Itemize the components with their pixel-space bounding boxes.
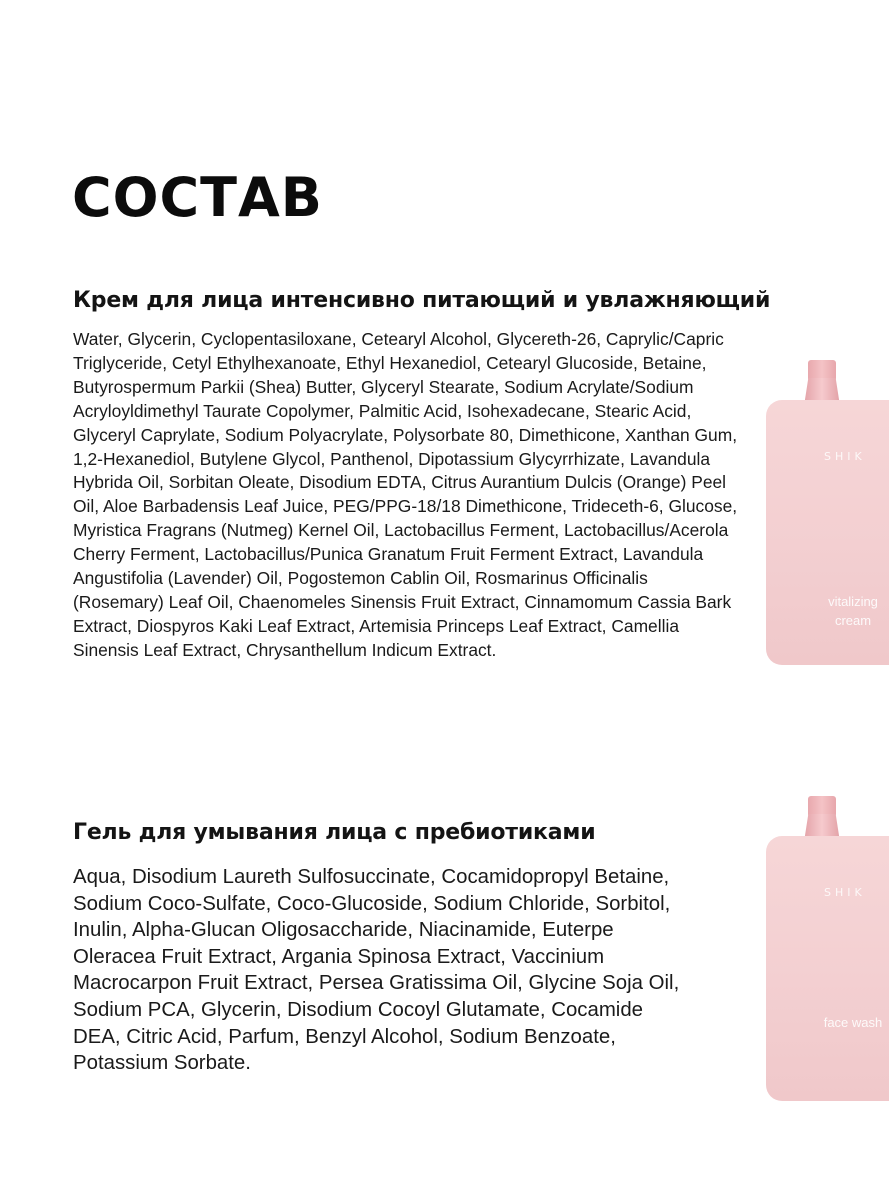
product-brand-logo: SHIK [824,450,866,463]
product-label: vitalizing cream [828,594,878,628]
pouch-spout-cap [808,360,836,380]
ingredients-list-gel: Aqua, Disodium Laureth Sulfosuccinate, Cocamidopropyl Betaine, Sodium Coco-Sulfate, Coco-Glucoside, Sodium Chloride, Sorbitol, Inulin, Alpha-Glucan Oligosaccharide, Niacinamide, Euterpe Oleracea Fruit Extract, Argania Spinosa Extract, Vaccinium Macrocarpon Fruit Extract, Persea Gratissima Oil, Glycine Soja Oil, Sodium PCA, Glycerin, Disodium Cocoyl Glutamate, Cocamide DEA, Citric Acid, Parfum, Benzyl Alcohol, Sodium Benzoate, Potassium Sorbate. [73,866,680,1075]
section-heading-cream: Крем для лица интенсивно питающий и увлажняющий [73,288,771,313]
product-label: face wash [823,1015,883,1030]
pouch-spout-cap [808,796,836,816]
product-pouch-icon [766,796,889,1101]
pouch-body [766,836,889,1101]
section-heading-gel: Гель для умывания лица с пребиотиками [73,820,596,845]
product-pouch-icon [766,360,889,665]
ingredients-list-cream: Water, Glycerin, Cyclopentasiloxane, Cetearyl Alcohol, Glycereth-26, Caprylic/Capric Triglyceride, Cetyl Ethylhexanoate, Ethyl Hexanediol, Cetearyl Glucoside, Betaine, Butyrospermum Parkii (Shea) Butter, Glyceryl Stearate, Sodium Acrylate/Sodium Acryloyldimethyl Taurate Copolymer, Palmitic Acid, Isohexadecane, Stearic Acid, Glyceryl Caprylate, Sodium Polyacrylate, Polysorbate 80, Dimethicone, Xanthan Gum, 1,2-Hexanediol, Butylene Glycol, Panthenol, Dipotassium Glycyrrhizate, Lavandula Hybrida Oil, Sorbitan Oleate, Disodium EDTA, Citrus Aurantium Dulcis (Orange) Peel Oil, Aloe Barbadensis Leaf Juice, PEG/PPG-18/18 Dimethicone, Trideceth-6, Glucose, Myristica Fragrans (Nutmeg) Kernel Oil, Lactobacillus Ferment, Lactobacillus/Acerola Cherry Ferment, Lactobacillus/Punica Granatum Fruit Ferment Extract, Lavandula Angustifolia (Lavender) Oil, Pogostemon Cablin Oil, Rosmarinus Officinalis (Rosemary) Leaf Oil, Chaenomeles Sinensis Fruit Extract, Cinnamomum Cassia Bark Extract, Diospyros Kaki Leaf Extract, Artemisia Princeps Leaf Extract, Camellia Sinensis Leaf Extract, Chrysanthellum Indicum Extract. [73,329,738,660]
page-title: СОСТАВ [72,166,323,229]
product-brand-logo: SHIK [824,886,866,899]
